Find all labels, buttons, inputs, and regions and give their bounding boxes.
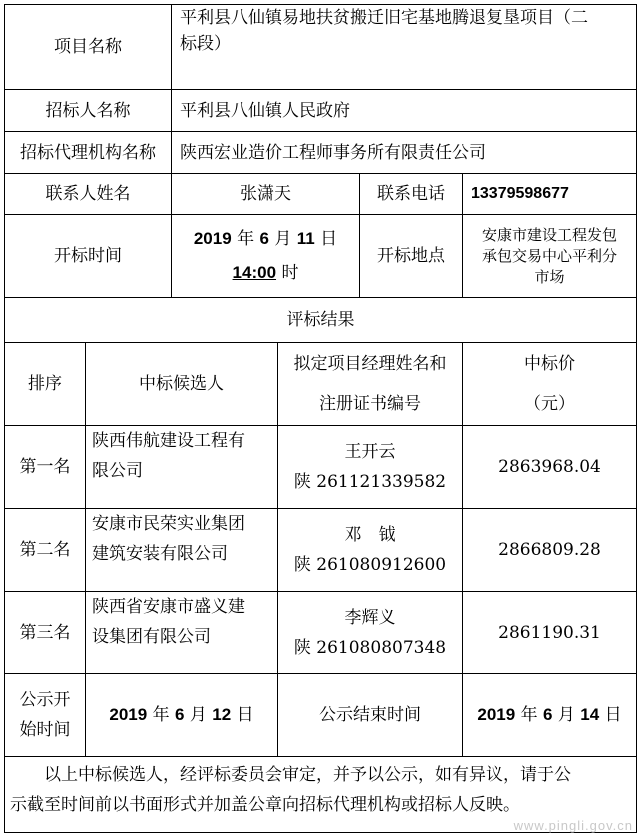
contact-name-value: 张潇天 xyxy=(240,184,291,204)
contact-name-label: 联系人姓名 xyxy=(45,184,131,204)
opening-place-line3: 市场 xyxy=(534,267,565,286)
opening-place-line2: 承包交易中心平利分 xyxy=(481,246,617,265)
publicity-start-label: 公示开 始时间 xyxy=(19,690,71,740)
header-rank: 排序 xyxy=(28,374,62,394)
header-manager: 拟定项目经理姓名和 注册证书编号 xyxy=(293,354,447,414)
row-2-rank: 第二名 xyxy=(19,540,71,560)
row-3-rank: 第三名 xyxy=(19,622,71,643)
opening-time-label: 开标时间 xyxy=(54,246,122,266)
row-1-manager: 王开云 陕 261121339582 xyxy=(293,442,447,492)
row-1-price: 2863968.04 xyxy=(498,457,601,477)
row-1-company: 陕西伟航建设工程有 限公司 xyxy=(92,431,245,481)
opening-hour: 14:00 时 xyxy=(232,263,299,283)
header-candidate: 中标候选人 xyxy=(139,374,224,394)
row-3-price: 2861190.31 xyxy=(498,622,601,643)
row-2-company: 安康市民荣实业集团 建筑安装有限公司 xyxy=(92,514,245,564)
opening-place-line1: 安康市建设工程发包 xyxy=(481,225,617,244)
footer-line2: 示截至时间前以书面形式并加盖公章向招标代理机构或招标人反映。 xyxy=(10,795,520,815)
tenderer-label: 招标人名称 xyxy=(45,100,131,121)
row-1-rank: 第一名 xyxy=(19,457,71,477)
opening-date: 2019 年 6 月 11 日 xyxy=(193,229,338,249)
project-value-line1: 平利县八仙镇易地扶贫搬迁旧宅基地腾退复垦项目（二 xyxy=(180,8,588,28)
footer-note xyxy=(10,760,632,820)
tenderer-value: 平利县八仙镇人民政府 xyxy=(180,100,350,121)
opening-time-value xyxy=(172,215,359,297)
publicity-start-value: 2019 年 6 月 12 日 xyxy=(109,705,254,725)
project-label: 项目名称 xyxy=(54,37,122,57)
agency-label: 招标代理机构名称 xyxy=(20,142,156,163)
results-title: 评标结果 xyxy=(286,310,355,330)
contact-phone-value: 13379598677 xyxy=(471,185,569,202)
watermark: www.pingli.gov.cn xyxy=(513,818,633,833)
header-price: 中标价 （元） xyxy=(524,354,575,414)
footer-line1: 以上中标候选人，经评标委员会审定，并予以公示，如有异议，请于公 xyxy=(44,765,571,785)
opening-place-value xyxy=(463,215,636,297)
project-value xyxy=(172,5,636,89)
opening-place-label: 开标地点 xyxy=(377,246,445,266)
contact-phone-label: 联系电话 xyxy=(377,184,445,204)
publicity-end-label: 公示结束时间 xyxy=(319,705,421,725)
row-3-manager: 李辉义 陕 261080807348 xyxy=(293,607,447,658)
row-2-manager: 邓 钺 陕 261080912600 xyxy=(293,525,447,575)
row-2-price: 2866809.28 xyxy=(498,540,601,560)
publicity-end-value: 2019 年 6 月 14 日 xyxy=(477,705,622,725)
project-value-line2: 标段） xyxy=(180,34,231,54)
agency-value: 陕西宏业造价工程师事务所有限责任公司 xyxy=(180,142,486,163)
row-3-company: 陕西省安康市盛义建 设集团有限公司 xyxy=(92,597,245,647)
